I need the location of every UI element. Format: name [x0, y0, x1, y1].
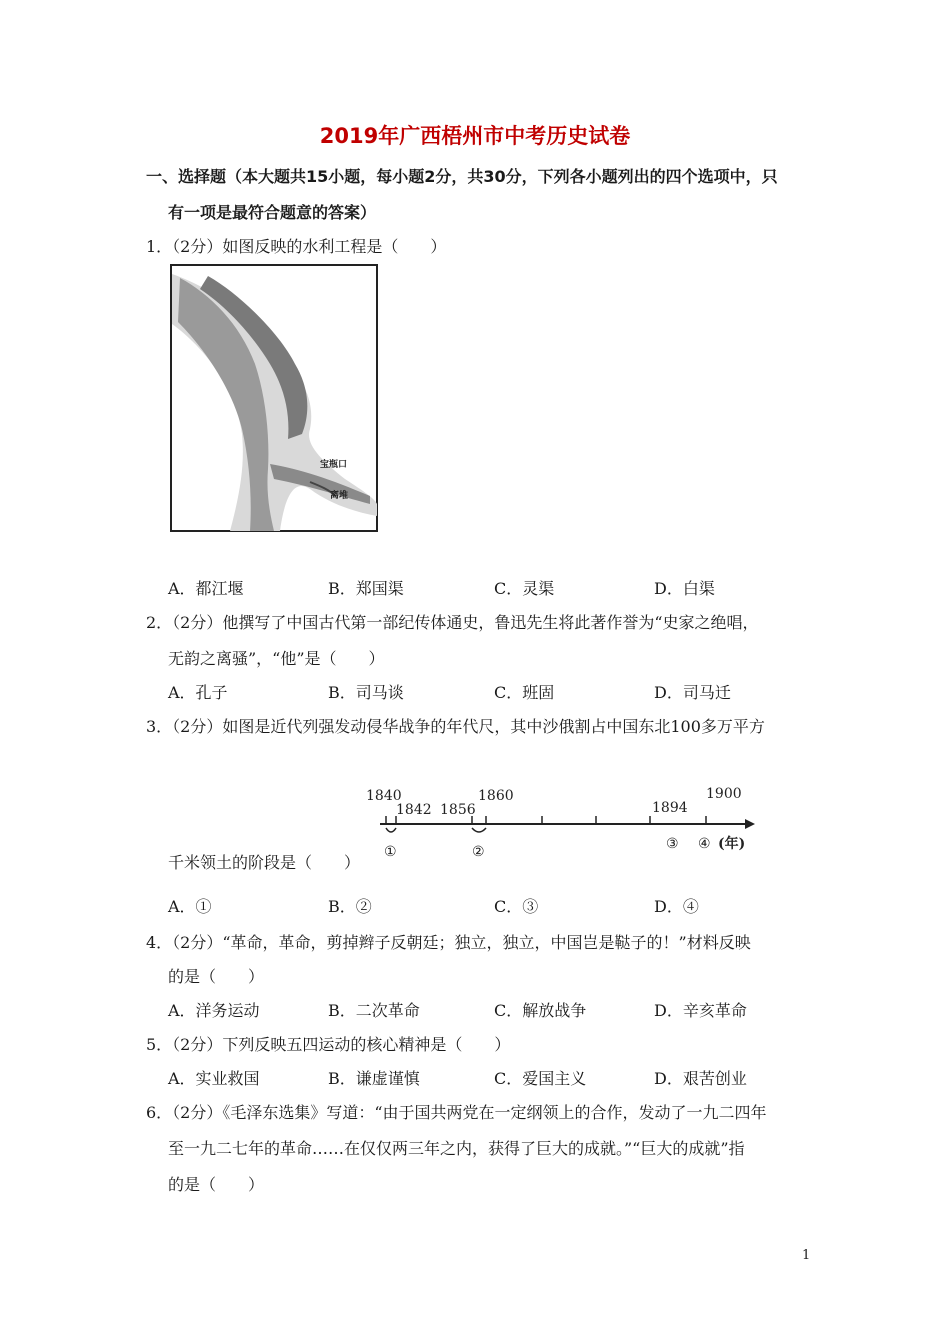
q1-option-a[interactable]: A．都江堰 — [168, 579, 244, 598]
timeline-marker-3: ③ — [666, 836, 679, 852]
question-2-text-line2: 无韵之离骚”，“他”是（ ） — [168, 649, 385, 668]
question-1-text: 1．（2分）如图反映的水利工程是（ ） — [146, 237, 447, 256]
page-number: 1 — [802, 1248, 811, 1263]
question-6-text-line2: 至一九二七年的革命……在仅仅两三年之内，获得了巨大的成就。”“巨大的成就”指 — [168, 1139, 745, 1158]
q3-option-b[interactable]: B．② — [328, 897, 372, 916]
q5-option-a[interactable]: A．实业救国 — [168, 1069, 260, 1088]
q5-option-b[interactable]: B．谦虚谨慎 — [328, 1069, 420, 1088]
question-4-text-line2: 的是（ ） — [168, 967, 265, 986]
map-label-baopingkou: 宝瓶口 — [320, 460, 348, 470]
timeline-figure — [360, 776, 760, 868]
q1-option-b[interactable]: B．郑国渠 — [328, 579, 404, 598]
timeline-unit: (年) — [718, 836, 746, 852]
map-label-lidui: 离堆 — [330, 491, 349, 501]
timeline-year-1842: 1842 — [396, 802, 432, 818]
timeline-year-1840: 1840 — [366, 788, 402, 804]
q2-option-a[interactable]: A．孔子 — [168, 683, 228, 702]
q5-option-d[interactable]: D．艰苦创业 — [654, 1069, 747, 1088]
timeline-marker-4: ④ — [698, 836, 711, 852]
q3-option-d[interactable]: D．④ — [654, 897, 699, 916]
timeline-year-1860: 1860 — [478, 788, 514, 804]
q4-option-b[interactable]: B．二次革命 — [328, 1001, 420, 1020]
timeline-year-1856: 1856 — [440, 802, 476, 818]
q5-option-c[interactable]: C．爱国主义 — [494, 1069, 587, 1088]
q1-option-d[interactable]: D．白渠 — [654, 579, 715, 598]
question-5-text: 5．（2分）下列反映五四运动的核心精神是（ ） — [146, 1035, 511, 1054]
section-heading-line1: 一、选择题（本大题共15小题，每小题2分，共30分，下列各小题列出的四个选项中，只 — [146, 167, 778, 186]
timeline-year-1894: 1894 — [652, 800, 688, 816]
timeline-year-1900: 1900 — [706, 786, 742, 802]
q3-option-c[interactable]: C．③ — [494, 897, 539, 916]
timeline-marker-2: ② — [472, 844, 485, 860]
q4-option-d[interactable]: D．辛亥革命 — [654, 1001, 747, 1020]
question-2-text-line1: 2．（2分）他撰写了中国古代第一部纪传体通史，鲁迅先生将此著作誉为“史家之绝唱， — [146, 613, 759, 632]
question-6-text-line1: 6．（2分）《毛泽东选集》写道：“由于国共两党在一定纲领上的合作，发动了一九二四年 — [146, 1103, 767, 1122]
section-heading-line2: 有一项是最符合题意的答案） — [168, 203, 377, 222]
q4-option-a[interactable]: A．洋务运动 — [168, 1001, 260, 1020]
q2-option-d[interactable]: D．司马迁 — [654, 683, 731, 702]
question-3-text-line1: 3．（2分）如图是近代列强发动侵华战争的年代尺，其中沙俄割占中国东北100多万平方 — [146, 717, 765, 736]
timeline-marker-1: ① — [384, 844, 397, 860]
q2-option-c[interactable]: C．班固 — [494, 683, 555, 702]
q2-option-b[interactable]: B．司马谈 — [328, 683, 404, 702]
question-3-text-line2: 千米领土的阶段是（ ） — [168, 853, 361, 872]
question-4-text-line1: 4．（2分）“革命，革命，剪掉辫子反朝廷；独立，独立，中国岂是鞑子的！”材料反映 — [146, 933, 751, 952]
page-title: 2019年广西梧州市中考历史试卷 — [319, 124, 631, 148]
question-6-text-line3: 的是（ ） — [168, 1175, 265, 1194]
q1-option-c[interactable]: C．灵渠 — [494, 579, 555, 598]
q3-option-a[interactable]: A．① — [168, 897, 212, 916]
dujiangyan-map-figure — [170, 264, 378, 532]
q4-option-c[interactable]: C．解放战争 — [494, 1001, 587, 1020]
